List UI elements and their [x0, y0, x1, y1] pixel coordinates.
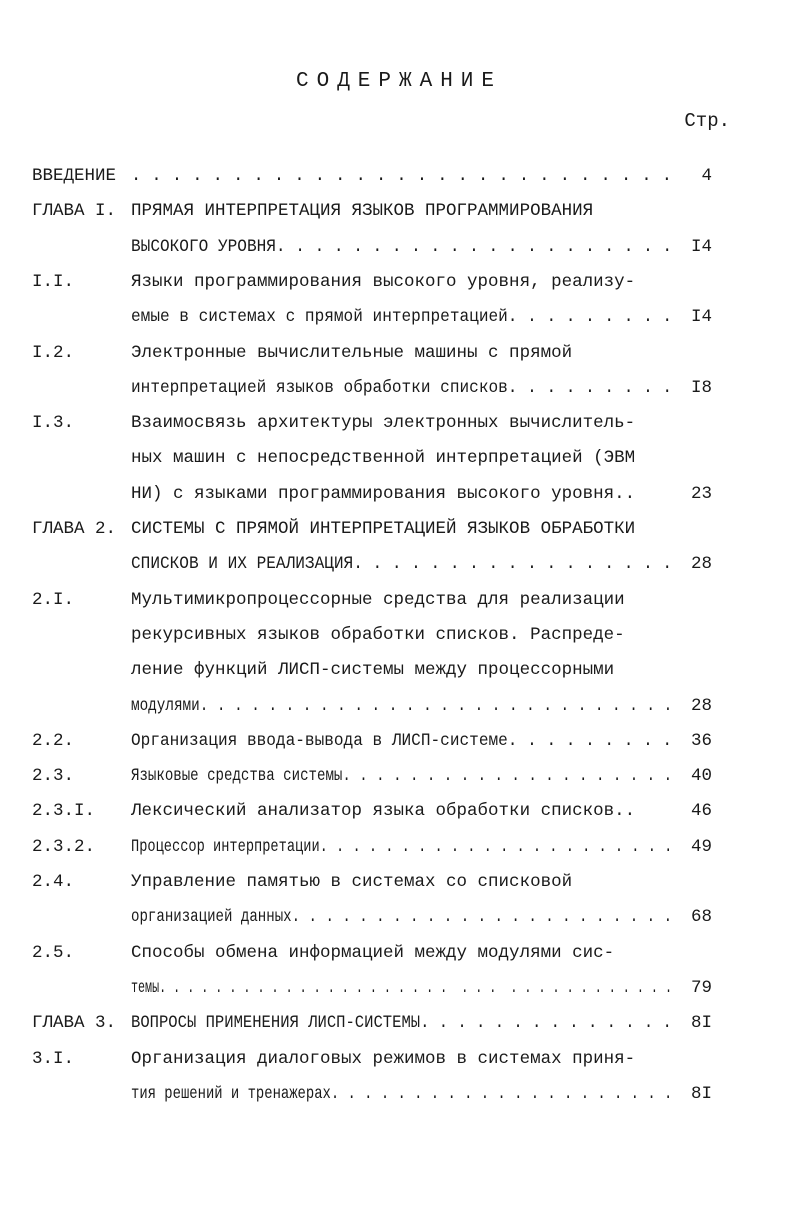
toc-entry-text: ВОПРОСЫ ПРИМЕНЕНИЯ ЛИСП-СИСТЕМЫ. . . . . . . . . . . . . .: [131, 1013, 672, 1034]
toc-entry-page: 46: [690, 801, 712, 822]
toc-entry-page: 79: [690, 977, 712, 998]
toc-entry-text: емые в системах с прямой интерпретацией. . . . . . . . .: [131, 307, 673, 328]
toc-entry-number: ГЛАВА 3.: [32, 1013, 117, 1034]
toc-entry-text: ных машин с непосредственной интерпретацией (ЭВМ: [131, 448, 636, 469]
toc-entry-text: Управление памятью в системах со списковой: [131, 872, 573, 892]
toc-entry-text: Процессор интерпретации. . . . . . . . . . . . . . . . . . . . . .: [131, 836, 673, 857]
toc-entry-text: Организация ввода-вывода в ЛИСП-системе. . . . . . . . .: [131, 730, 673, 751]
toc-entry-page: I4: [690, 236, 712, 257]
toc-entry-text: модулями. . . . . . . . . . . . . . . . . . . . . . . . . . . .: [131, 695, 673, 716]
toc-entry-text: интерпретацией языков обработки списков. . . . . . . . .: [131, 377, 673, 398]
toc-entry-number: 2.2.: [32, 730, 75, 751]
toc-entry-number: I.I.: [32, 271, 75, 292]
toc-entry-text: ВЫСОКОГО УРОВНЯ. . . . . . . . . . . . . . . . . . . . .: [131, 236, 673, 257]
toc-entry-page: 49: [690, 836, 712, 857]
toc-entry-page: 4: [701, 166, 712, 186]
toc-entry-page: 8I: [690, 1083, 712, 1104]
toc-entry-text: Организация диалоговых режимов в системах приня-: [131, 1048, 636, 1069]
toc-entry-text: ПРЯМАЯ ИНТЕРПРЕТАЦИЯ ЯЗЫКОВ ПРОГРАММИРОВАНИЯ: [131, 201, 594, 222]
toc-entry-page: 23: [690, 483, 712, 504]
toc-entry-text: Электронные вычислительные машины с прямой: [131, 342, 573, 363]
toc-entry-text: тия решений и тренажерах. . . . . . . . . . . . . . . . . . . . .: [131, 1083, 673, 1104]
toc-entry-text: СПИСКОВ И ИХ РЕАЛИЗАЦИЯ. . . . . . . . . . . . . . . . .: [131, 554, 673, 575]
toc-entry-number: 2.4.: [32, 872, 75, 892]
toc-entry-page: I4: [690, 307, 712, 328]
toc-entry-number: I.2.: [32, 342, 75, 363]
toc-entry-number: 2.I.: [32, 589, 75, 610]
toc-entry-page: 28: [690, 695, 712, 716]
toc-entry-text: Способы обмена информацией между модулями сис-: [131, 942, 615, 963]
toc-entry-number: 3.I.: [32, 1048, 75, 1069]
toc-entry-number: I.3.: [32, 413, 75, 434]
toc-entry-number: 2.3.I.: [32, 801, 96, 822]
toc-entry-page: I8: [690, 377, 712, 398]
toc-entry-number: ГЛАВА 2.: [32, 519, 117, 539]
toc-entry-page: 28: [690, 554, 712, 575]
toc-entry-text: . . . . . . . . . . . . . . . . . . . . . . . . . . .: [131, 166, 673, 186]
toc-entry-text: рекурсивных языков обработки списков. Распреде-: [131, 624, 625, 645]
toc-entry-text: Языки программирования высокого уровня, реализу-: [131, 271, 636, 292]
toc-entry-page: 40: [690, 766, 712, 787]
toc-entry-number: 2.3.2.: [32, 836, 96, 857]
toc-entry-number: 2.5.: [32, 942, 75, 963]
toc-entry-text: темы. . . . . . . . . . . . . . . . . . . . . . . . . . . . . . . . . . . .: [131, 977, 672, 998]
toc-entry-number: ВВЕДЕНИЕ: [32, 166, 117, 186]
toc-entry-number: 2.3.: [32, 766, 75, 787]
toc-entry-text: Лексический анализатор языка обработки списков..: [131, 801, 636, 822]
toc-entry-page: 68: [690, 907, 712, 928]
page-title: СОДЕРЖАНИЕ: [295, 70, 503, 93]
toc-entry-text: ление функций ЛИСП-системы между процессорными: [131, 660, 615, 681]
toc-entry-text: Языковые средства системы. . . . . . . . . . . . . . . . . . . .: [131, 766, 673, 787]
page-column-label: Стр.: [684, 110, 730, 132]
toc-entry-number: ГЛАВА I.: [32, 201, 117, 222]
toc-entry-text: организацией данных. . . . . . . . . . . . . . . . . . . . . . .: [131, 907, 673, 928]
toc-entry-text: Мультимикропроцессорные средства для реализации: [131, 589, 625, 610]
toc-entry-text: Взаимосвязь архитектуры электронных вычислитель-: [131, 413, 636, 434]
toc-entry-page: 8I: [690, 1013, 712, 1034]
toc-entry-page: 36: [690, 730, 712, 751]
toc-entry-text: НИ) с языками программирования высокого уровня..: [131, 483, 636, 504]
toc-entry-text: СИСТЕМЫ С ПРЯМОЙ ИНТЕРПРЕТАЦИЕЙ ЯЗЫКОВ ОБРАБОТКИ: [131, 519, 636, 539]
